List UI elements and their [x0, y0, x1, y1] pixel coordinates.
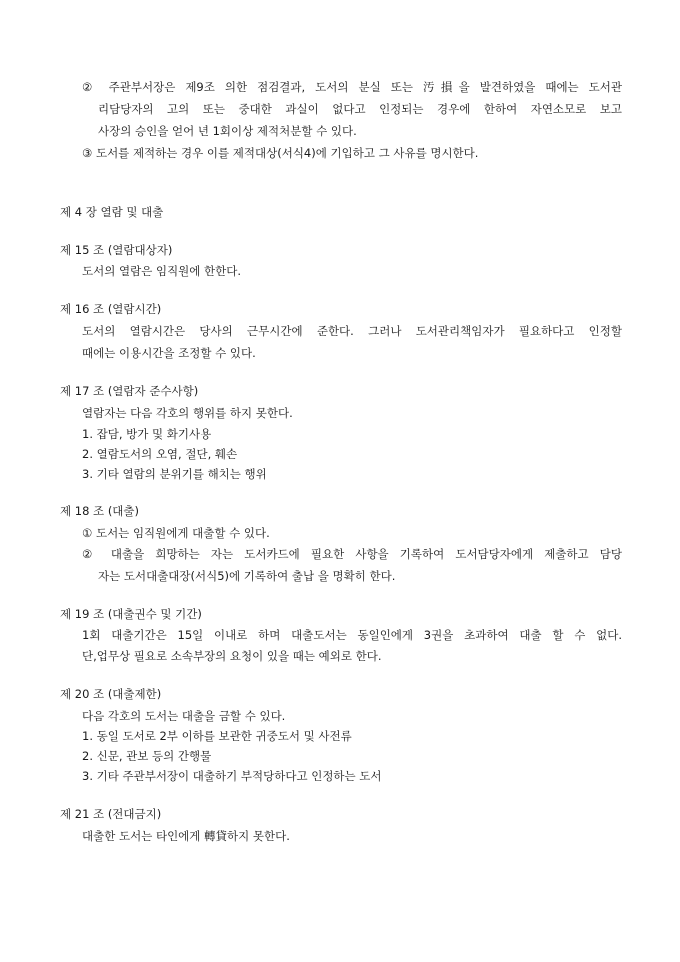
paragraph-item-2-line-2: 리담당자의 고의 또는 중대한 과실이 없다고 인정되는 경우에 한하여 자연소모로 보고	[98, 102, 622, 116]
article-17-intro: 열람자는 다음 각호의 행위를 하지 못한다.	[82, 406, 293, 420]
article-16-text-line-1: 도서의 열람시간은 당사의 근무시간에 준한다. 그러나 도서관리책임자가 필요하다고 인정할	[82, 324, 622, 338]
article-16-title: 제 16 조 (열람시간)	[60, 302, 162, 316]
article-17-title: 제 17 조 (열람자 준수사항)	[60, 384, 199, 398]
article-16-text-line-2: 때에는 이용시간을 조정할 수 있다.	[82, 346, 256, 360]
article-17-item-2: 2. 열람도서의 오염, 절단, 훼손	[82, 447, 238, 461]
article-20-item-1: 1. 동일 도서로 2부 이하를 보관한 귀중도서 및 사전류	[82, 729, 352, 743]
article-21-title: 제 21 조 (전대금지)	[60, 807, 162, 821]
article-21-text: 대출한 도서는 타인에게 轉貸하지 못한다.	[82, 829, 290, 843]
article-19-text-line-2: 단,업무상 필요로 소속부장의 요청이 있을 때는 예외로 한다.	[82, 649, 382, 663]
article-20-title: 제 20 조 (대출제한)	[60, 687, 162, 701]
article-20-item-3: 3. 기타 주관부서장이 대출하기 부적당하다고 인정하는 도서	[82, 769, 382, 783]
article-20-item-2: 2. 신문, 관보 등의 간행물	[82, 749, 212, 763]
article-18-item-2-line-2: 자는 도서대출대장(서식5)에 기록하여 출납 을 명확히 한다.	[98, 569, 396, 583]
paragraph-item-3: ③ 도서를 제적하는 경우 이를 제적대상(서식4)에 기입하고 그 사유를 명시한다.	[82, 146, 479, 160]
article-18-title: 제 18 조 (대출)	[60, 504, 140, 518]
article-15-title: 제 15 조 (열람대상자)	[60, 243, 173, 257]
article-18-item-1: ① 도서는 임직원에게 대출할 수 있다.	[82, 526, 270, 540]
article-17-item-3: 3. 기타 열람의 분위기를 해치는 행위	[82, 467, 267, 481]
paragraph-item-2-line-3: 사장의 승인을 얻어 년 1회이상 제적처분할 수 있다.	[98, 124, 357, 138]
article-19-title: 제 19 조 (대출권수 및 기간)	[60, 607, 202, 621]
article-15-text: 도서의 열람은 임직원에 한한다.	[82, 264, 242, 278]
article-19-text-line-1: 1회 대출기간은 15일 이내로 하며 대출도서는 동일인에게 3권을 초과하여 대출 할 수 없다.	[82, 628, 622, 642]
article-17-item-1: 1. 잡담, 방가 및 화기사용	[82, 427, 212, 441]
article-20-intro: 다음 각호의 도서는 대출을 금할 수 있다.	[82, 709, 286, 723]
article-18-item-2-line-1: ② 대출을 희망하는 자는 도서카드에 필요한 사항을 기록하여 도서담당자에게 제출하고 담당	[82, 547, 622, 561]
paragraph-item-2-line-1: ② 주관부서장은 제9조 의한 점검결과, 도서의 분실 또는 汚損을 발견하였을 때에는 도서관	[82, 80, 622, 94]
chapter-title: 제 4 장 열람 및 대출	[60, 205, 164, 219]
